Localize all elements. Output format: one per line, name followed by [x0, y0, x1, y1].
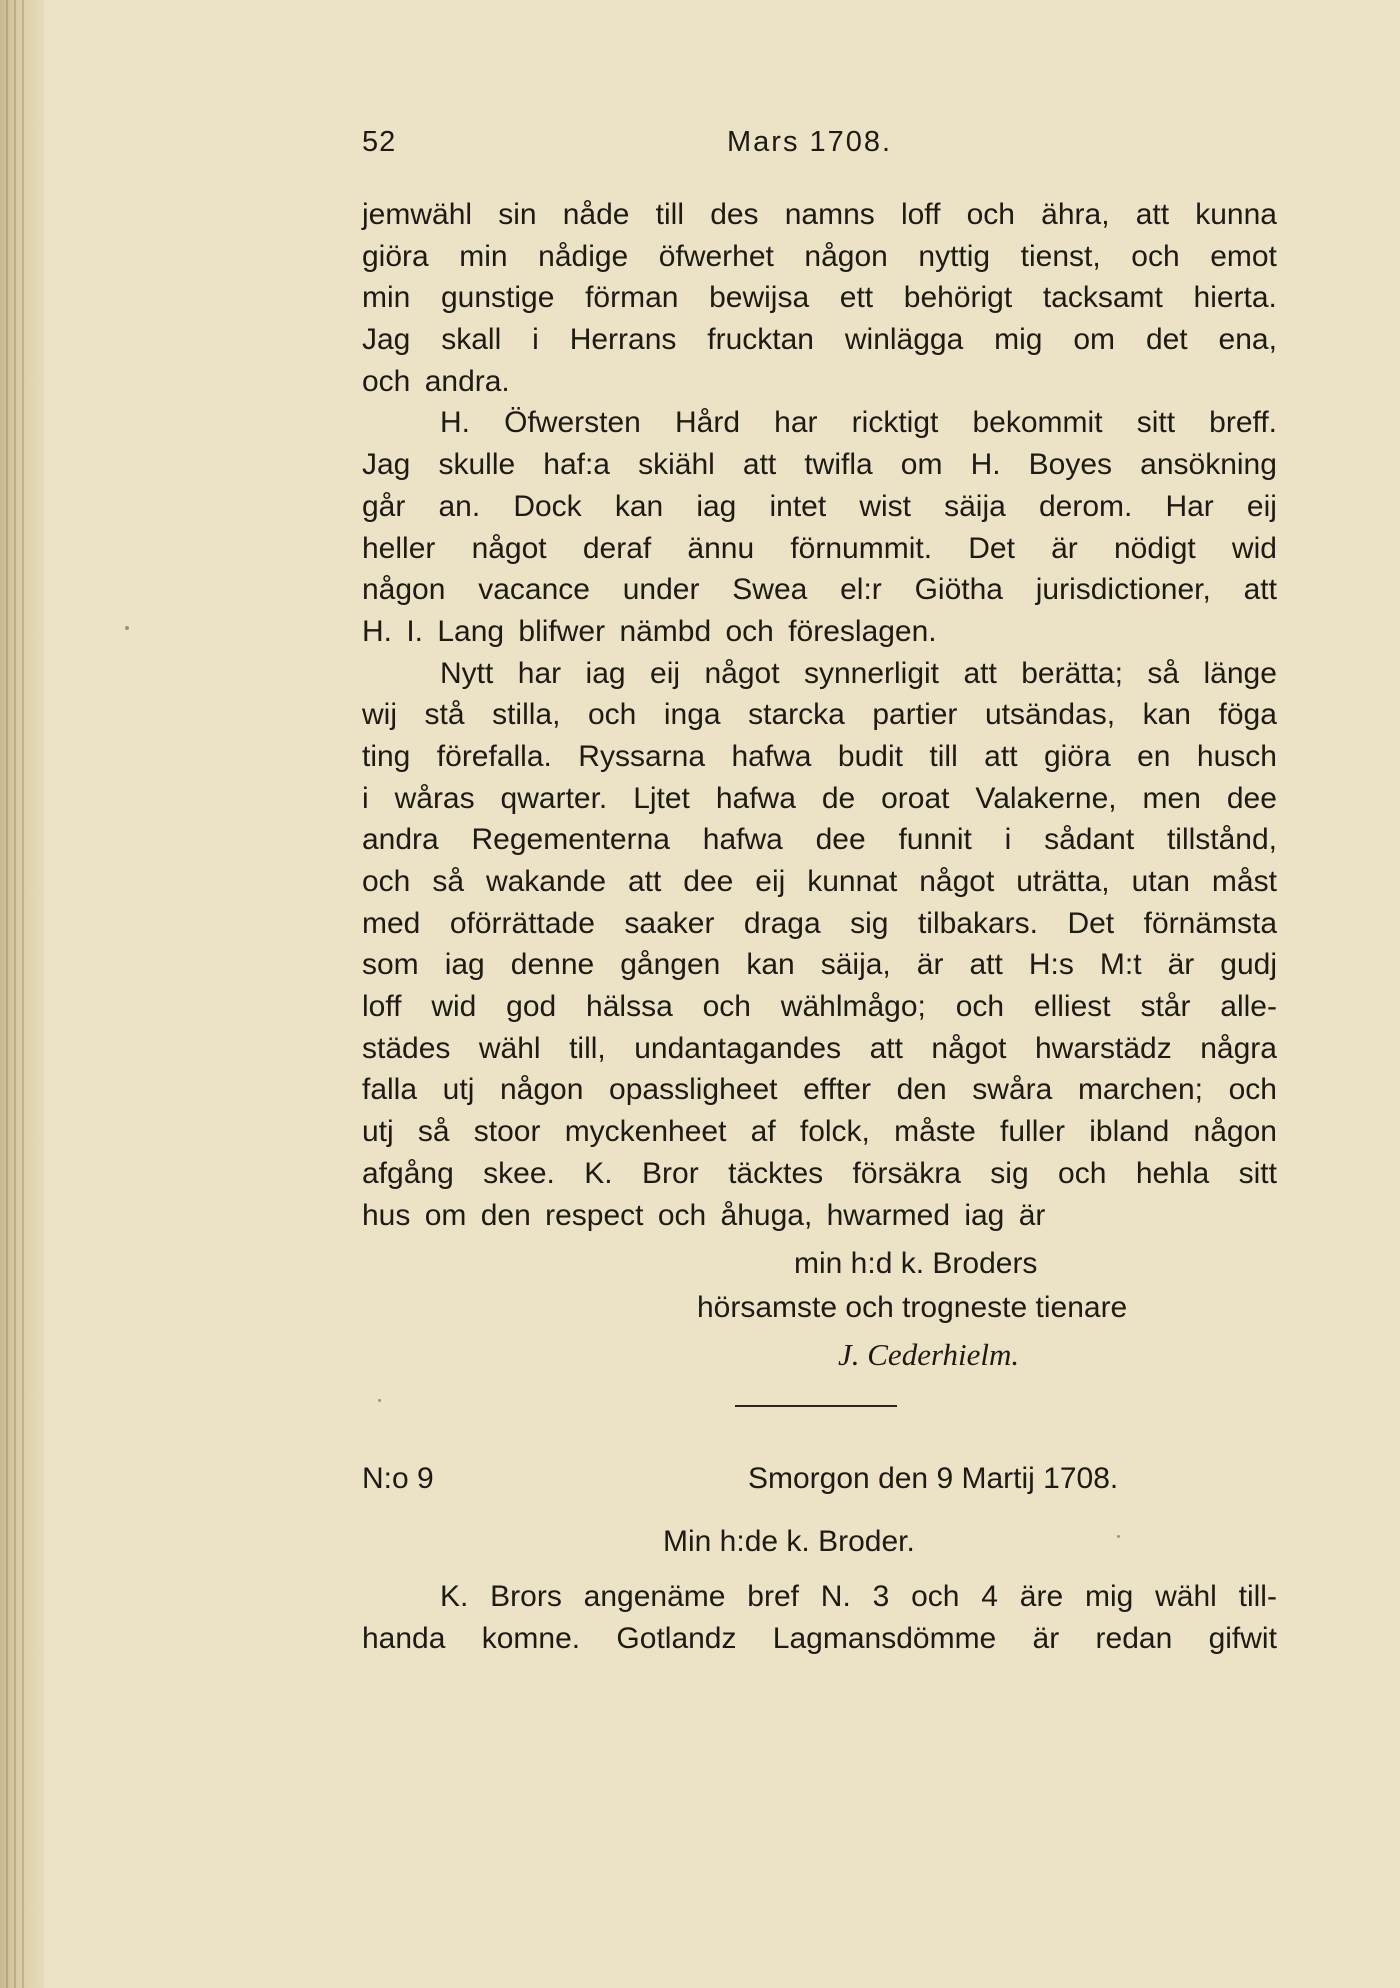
- text-line: K. Brors angenäme bref N. 3 och 4 äre mig wähl till-: [440, 1580, 1277, 1613]
- text-line: jemwähl sin nåde till des namns loff och ähra, att kunna: [362, 198, 1277, 231]
- text-line: H. I. Lang blifwer nämbd och föreslagen.: [362, 614, 937, 648]
- letter-heading: [362, 1462, 1277, 1506]
- text-line: Jag skulle haf:a skiähl att twifla om H. Boyes ansökning: [362, 448, 1277, 482]
- page-header: [362, 126, 1274, 172]
- text-line: afgång skee. K. Bror täcktes försäkra sig och hehla sitt: [362, 1156, 1277, 1190]
- text-line: ting förefalla. Ryssarna hafwa budit till att giöra en husch: [362, 739, 1277, 773]
- text-line: heller något deraf ännu förnummit. Det är nödigt wid: [362, 531, 1277, 565]
- text-line: och andra.: [362, 364, 510, 398]
- text-line: giöra min nådige öfwerhet någon nyttig tienst, och emot: [362, 239, 1277, 273]
- text-line: Jag skall i Herrans frucktan winlägga mig om det ena,: [362, 323, 1277, 357]
- text-line: går an. Dock kan iag intet wist säija derom. Har eij: [362, 489, 1277, 523]
- salutation: Min h:de k. Broder.: [663, 1525, 915, 1558]
- text-line: med oförrättade saaker draga sig tilbakars. Det förnämsta: [362, 906, 1277, 940]
- text-line: som iag denne gången kan säija, är att H:s M:t är gudj: [362, 948, 1277, 982]
- closing-line: min h:d k. Broders: [794, 1246, 1038, 1280]
- text-line: utj så stoor myckenheet af folck, måste fuller ibland någon: [362, 1115, 1277, 1149]
- text-line: handa komne. Gotlandz Lagmansdömme är redan gifwit: [362, 1621, 1277, 1655]
- text-line: Nytt har iag eij något synnerligit att berätta; så länge: [440, 656, 1277, 690]
- text-line: hus om den respect och åhuga, hwarmed iag är: [362, 1198, 1046, 1232]
- text-line: i wåras qwarter. Ljtet hafwa de oroat Valakerne, men dee: [362, 781, 1277, 815]
- text-line: wij stå stilla, och inga starcka partier utsändas, kan föga: [362, 698, 1277, 732]
- running-head: Mars 1708.: [727, 126, 893, 158]
- letter-number: N:o 9: [362, 1462, 434, 1495]
- letter-body: [362, 194, 1277, 1236]
- paper-speck: [378, 1399, 381, 1402]
- paper-speck: [1117, 1535, 1120, 1538]
- text-line: H. Öfwersten Hård har ricktigt bekommit sitt breff.: [440, 406, 1277, 440]
- text-line: falla utj någon opassligheet effter den swåra marchen; och: [362, 1073, 1277, 1107]
- letter-body: [362, 1576, 1277, 1659]
- paper-speck: [125, 626, 129, 630]
- text-line: städes wähl till, undantagandes att något hwarstädz några: [362, 1031, 1277, 1065]
- text-line: loff wid god hälssa och wählmågo; och elliest står alle-: [362, 990, 1277, 1024]
- text-line: och så wakande att dee eij kunnat något uträtta, utan måst: [362, 865, 1277, 898]
- text-line: andra Regementerna hafwa dee funnit i sådant tillstånd,: [362, 823, 1277, 857]
- text-line: min gunstige förman bewijsa ett behörigt tacksamt hierta.: [362, 281, 1277, 315]
- text-line: någon vacance under Swea el:r Giötha jurisdictioner, att: [362, 573, 1277, 607]
- signature: J. Cederhielm.: [838, 1336, 1020, 1372]
- closing-line: hörsamste och trogneste tienare: [697, 1290, 1128, 1324]
- section-divider: [735, 1405, 897, 1407]
- letter-dateline: Smorgon den 9 Martij 1708.: [748, 1462, 1119, 1495]
- page-number: 52: [362, 126, 397, 158]
